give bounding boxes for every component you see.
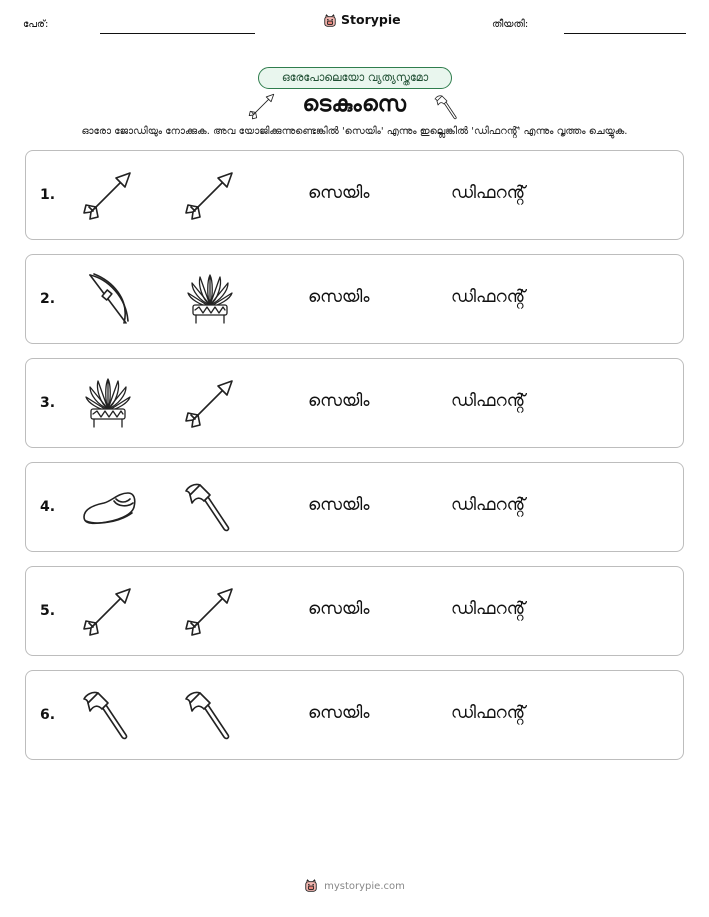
pig-footer-icon <box>304 879 318 893</box>
name-label: പേര്: <box>23 19 49 30</box>
axe-icon <box>180 477 240 537</box>
brand-name: Storypie <box>341 12 401 27</box>
worksheet-type-badge: ഒരേപോലെയോ വ്യത്യസ്തമോ <box>258 67 452 89</box>
arrow-icon <box>180 165 240 225</box>
brand-logo <box>323 12 401 27</box>
question-number: 6. <box>40 707 56 723</box>
same-option[interactable]: സെയിം <box>308 703 370 723</box>
question-number: 2. <box>40 291 56 307</box>
different-option[interactable]: ഡിഫറൻ്റ് <box>451 183 526 203</box>
instructions: ഓരോ ജോഡിയും നോക്കുക. അവ യോജിക്കുന്നുണ്ടെങ്കിൽ 'സെയിം' എന്നും ഇല്ലെങ്കിൽ 'ഡിഫറൻ്റ്' എന്നും വൃത്തം ചെയ്യുക. <box>81 126 628 137</box>
question-row <box>25 254 684 344</box>
headdress-icon <box>180 269 240 329</box>
name-line[interactable] <box>100 33 255 34</box>
different-option[interactable]: ഡിഫറൻ്റ് <box>451 391 526 411</box>
question-row <box>25 566 684 656</box>
same-option[interactable]: സെയിം <box>308 495 370 515</box>
arrow-icon <box>180 373 240 433</box>
same-option[interactable]: സെയിം <box>308 599 370 619</box>
title-axe-icon <box>432 92 462 122</box>
question-row <box>25 462 684 552</box>
question-row <box>25 358 684 448</box>
date-line[interactable] <box>564 33 686 34</box>
different-option[interactable]: ഡിഫറൻ്റ് <box>451 703 526 723</box>
arrow-icon <box>78 165 138 225</box>
axe-icon <box>180 685 240 745</box>
different-option[interactable]: ഡിഫറൻ്റ് <box>451 287 526 307</box>
question-number: 4. <box>40 499 56 515</box>
same-option[interactable]: സെയിം <box>308 287 370 307</box>
different-option[interactable]: ഡിഫറൻ്റ് <box>451 495 526 515</box>
bow-icon <box>78 269 138 329</box>
moccasin-icon <box>78 477 138 537</box>
question-row <box>25 670 684 760</box>
different-option[interactable]: ഡിഫറൻ്റ് <box>451 599 526 619</box>
axe-icon <box>78 685 138 745</box>
question-row <box>25 150 684 240</box>
pig-logo-icon <box>323 13 337 27</box>
page-title: ടെകുംസെ <box>302 92 407 117</box>
footer-url: mystorypie.com <box>324 880 405 892</box>
same-option[interactable]: സെയിം <box>308 391 370 411</box>
footer <box>0 879 709 893</box>
question-number: 5. <box>40 603 56 619</box>
date-label: തീയതി: <box>492 19 529 30</box>
arrow-icon <box>180 581 240 641</box>
question-number: 3. <box>40 395 56 411</box>
headdress-icon <box>78 373 138 433</box>
question-number: 1. <box>40 187 56 203</box>
arrow-icon <box>78 581 138 641</box>
same-option[interactable]: സെയിം <box>308 183 370 203</box>
